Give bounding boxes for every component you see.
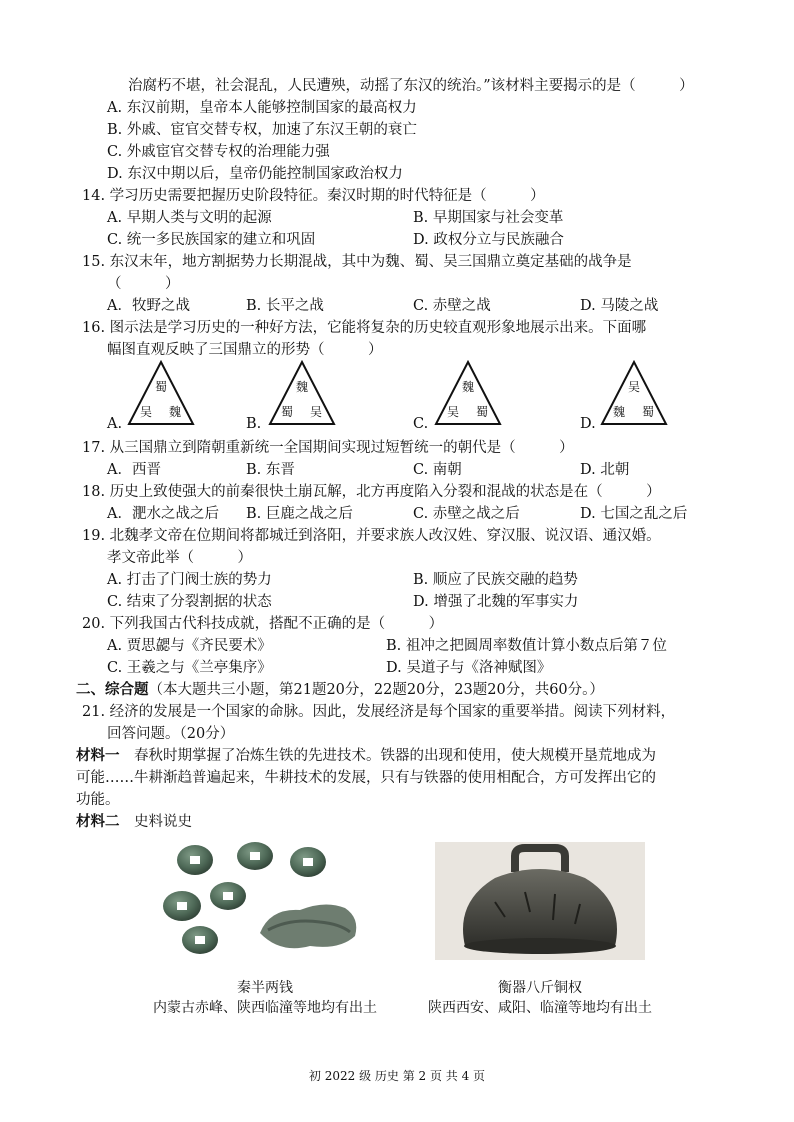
- q18-option-d[interactable]: D. 七国之乱之后: [580, 506, 688, 522]
- q16-option-d-diagram[interactable]: [600, 360, 668, 426]
- q14-stem: 14. 学习历史需要把握历史阶段特征。秦汉时期的时代特征是（ ）: [82, 188, 545, 204]
- q13-option-d[interactable]: D. 东汉中期以后，皇帝仍能控制国家政治权力: [107, 166, 403, 182]
- q16-stem-line1: 16. 图示法是学习历史的一种好方法，它能将复杂的历史较直观形象地展示出来。下面哪: [82, 320, 647, 336]
- q13-option-a[interactable]: A. 东汉前期，皇帝本人能够控制国家的最高权力: [107, 100, 417, 116]
- q13-option-c[interactable]: C. 外戚宦官交替专权的治理能力强: [107, 144, 330, 160]
- q18-option-c[interactable]: C. 赤壁之战之后: [413, 506, 520, 522]
- section-2-heading: [76, 680, 604, 700]
- bronze-weight-illustration: [435, 842, 645, 960]
- q14-option-c[interactable]: C. 统一多民族国家的建立和巩固: [107, 232, 316, 248]
- q14-option-d[interactable]: D. 政权分立与民族融合: [413, 232, 564, 248]
- q14-option-b[interactable]: B. 早期国家与社会变革: [413, 210, 564, 226]
- q19-option-a[interactable]: A. 打击了门阀士族的势力: [107, 572, 272, 588]
- triangle-left-label: 吴: [140, 405, 153, 419]
- material-1-line1: [76, 746, 656, 766]
- material-1-line3: 功能。: [76, 792, 120, 808]
- q17-option-c[interactable]: C. 南朝: [413, 462, 462, 478]
- bronze-weight-image: [435, 842, 645, 960]
- q19-stem-line2: 孝文帝此举（ ）: [107, 550, 252, 566]
- q19-option-d[interactable]: D. 增强了北魏的军事实力: [413, 594, 579, 610]
- triangle-top-label: 吴: [628, 380, 641, 394]
- weight-caption-location: 陕西西安、咸阳、临潼等地均有出土: [428, 1000, 652, 1016]
- q19-stem-line1: 19. 北魏孝文帝在位期间将都城迁到洛阳，并要求族人改汉姓、穿汉服、说汉语、通汉婚。: [82, 528, 661, 544]
- q16-option-b-diagram[interactable]: [268, 360, 336, 426]
- q15-stem-line2: （ ）: [107, 276, 180, 292]
- q21-stem-line1: 21. 经济的发展是一个国家的命脉。因此，发展经济是每个国家的重要举措。阅读下列材料，: [82, 704, 676, 720]
- q17-option-d[interactable]: D. 北朝: [580, 462, 630, 478]
- q19-option-b[interactable]: B. 顺应了民族交融的趋势: [413, 572, 578, 588]
- q14-option-a[interactable]: A. 早期人类与文明的起源: [107, 210, 272, 226]
- material-2-title: 史料说史: [119, 814, 192, 830]
- q20-option-c[interactable]: C. 王羲之与《兰亭集序》: [107, 660, 272, 676]
- triangle-top-label: 魏: [462, 380, 475, 394]
- triangle-top-label: 魏: [296, 380, 309, 394]
- q18-option-a[interactable]: A．淝水之战之后: [107, 506, 219, 522]
- triangle-right-label: 蜀: [642, 405, 655, 419]
- q16-option-c-letter[interactable]: C.: [413, 416, 429, 432]
- material-2-label: 材料二: [76, 813, 120, 830]
- q15-option-a[interactable]: A．牧野之战: [107, 298, 190, 314]
- section-2-note: （本大题共三小题，第21题20分，22题20分，23题20分，共60分。）: [148, 682, 604, 698]
- q20-stem: 20. 下列我国古代科技成就，搭配不正确的是（ ）: [82, 616, 444, 632]
- material-1-text-1: 春秋时期掌握了冶炼生铁的先进技术。铁器的出现和使用，使大规模开垦荒地成为: [119, 748, 656, 764]
- q20-option-d[interactable]: D. 吴道子与《洛神赋图》: [386, 660, 552, 676]
- q16-option-c-diagram[interactable]: [434, 360, 502, 426]
- q16-option-d-letter[interactable]: D.: [580, 416, 596, 432]
- material-2-heading: [76, 812, 192, 832]
- q16-option-b-letter[interactable]: B.: [246, 416, 262, 432]
- q15-option-b[interactable]: B. 长平之战: [246, 298, 324, 314]
- triangle-left-label: 魏: [613, 405, 626, 419]
- q15-stem-line1: 15. 东汉末年，地方割据势力长期混战，其中为魏、蜀、吴三国鼎立奠定基础的战争是: [82, 254, 632, 270]
- coins-caption-location: 内蒙古赤峰、陕西临潼等地均有出土: [153, 1000, 377, 1016]
- triangle-right-label: 蜀: [476, 405, 489, 419]
- triangle-left-label: 蜀: [281, 405, 294, 419]
- q21-stem-line2: 回答问题。（20分）: [107, 726, 235, 742]
- triangle-right-label: 吴: [310, 405, 323, 419]
- triangle-top-label: 蜀: [155, 380, 168, 394]
- q20-option-b[interactable]: B. 祖冲之把圆周率数值计算小数点后第７位: [386, 638, 667, 654]
- q13-stem-continued: 治腐朽不堪，社会混乱，人民遭殃，动摇了东汉的统治。”该材料主要揭示的是（ ）: [128, 78, 694, 94]
- qin-banliang-coins-image: [160, 838, 370, 963]
- q16-option-a-letter[interactable]: A.: [107, 416, 123, 432]
- q17-stem: 17. 从三国鼎立到隋朝重新统一全国期间实现过短暂统一的朝代是（ ）: [82, 440, 574, 456]
- q17-option-a[interactable]: A．西晋: [107, 462, 161, 478]
- page-footer: 初 2022 级 历史 第 2 页 共 4 页: [308, 1069, 486, 1083]
- q18-option-b[interactable]: B. 巨鹿之战之后: [246, 506, 353, 522]
- q13-option-b[interactable]: B. 外戚、宦官交替专权，加速了东汉王朝的衰亡: [107, 122, 417, 138]
- weight-caption-title: 衡器八斤铜权: [498, 980, 582, 996]
- q15-option-d[interactable]: D. 马陵之战: [580, 298, 659, 314]
- section-2-title: 二、综合题: [76, 681, 149, 698]
- q19-option-c[interactable]: C. 结束了分裂割据的状态: [107, 594, 272, 610]
- q17-option-b[interactable]: B. 东晋: [246, 462, 295, 478]
- q16-stem-line2: 幅图直观反映了三国鼎立的形势（ ）: [107, 342, 383, 358]
- triangle-right-label: 魏: [169, 405, 182, 419]
- q18-stem: 18. 历史上致使强大的前秦很快土崩瓦解，北方再度陷入分裂和混战的状态是在（ ）: [82, 484, 661, 500]
- coins-caption-title: 秦半两钱: [237, 980, 293, 996]
- material-1-label: 材料一: [76, 747, 120, 764]
- q20-option-a[interactable]: A. 贾思勰与《齐民要术》: [107, 638, 272, 654]
- triangle-left-label: 吴: [447, 405, 460, 419]
- material-1-line2: 可能……牛耕渐趋普遍起来，牛耕技术的发展，只有与铁器的使用相配合，方可发挥出它的: [76, 770, 656, 786]
- coins-illustration: [160, 838, 370, 963]
- q16-option-a-diagram[interactable]: [127, 360, 195, 426]
- q15-option-c[interactable]: C. 赤壁之战: [413, 298, 491, 314]
